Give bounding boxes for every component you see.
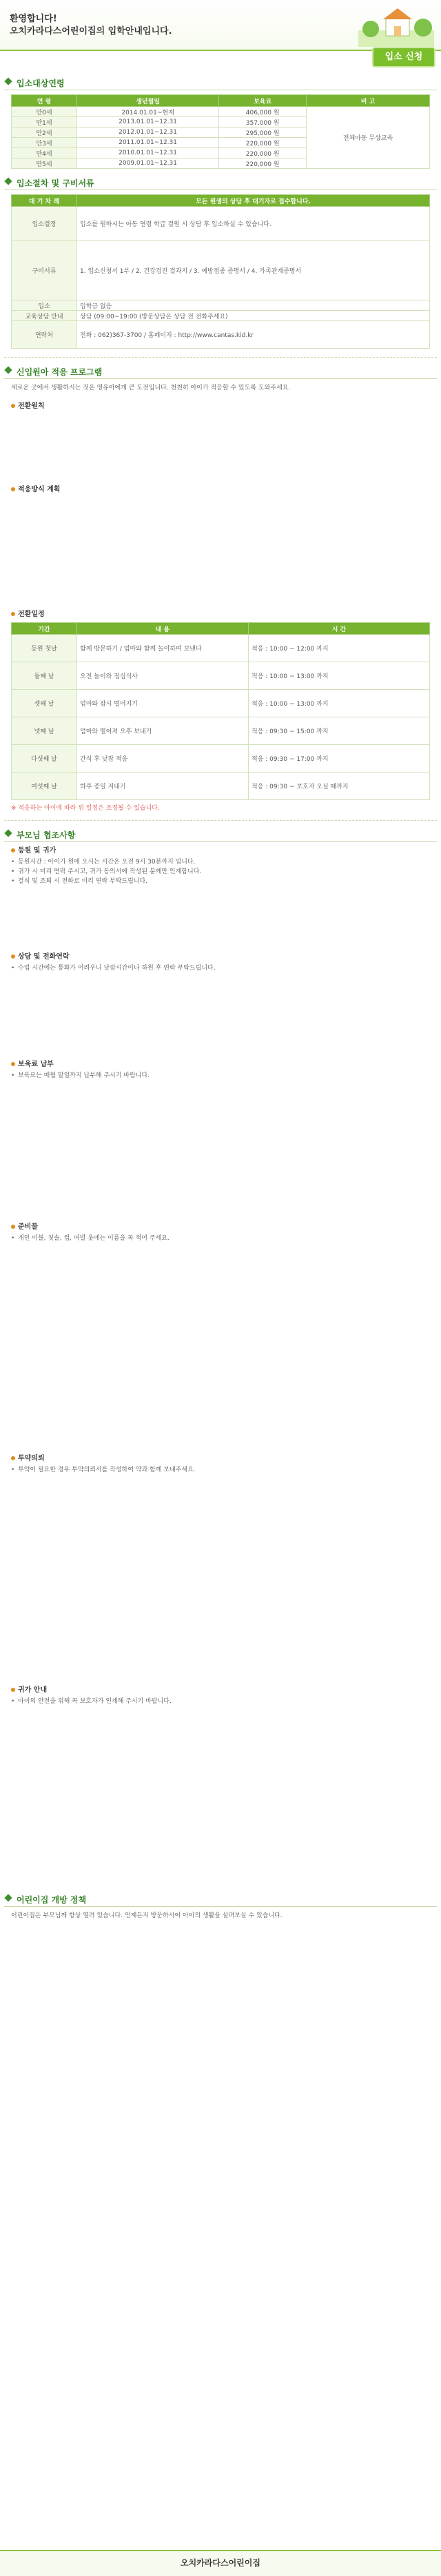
- table-row: 셋째 날 엄마와 잠시 떨어지기 적응 : 10:00 ~ 13:00 까지: [12, 690, 430, 717]
- bullet-icon: [11, 848, 15, 852]
- bullet-icon: [11, 954, 15, 959]
- table-row: 등원 첫날 함께 방문하기 / 엄마와 함께 놀이하며 보낸다 적응 : 10:00 ~ 12:00 까지: [12, 635, 430, 662]
- section-title-cooperation: 부모님 협조사항: [4, 828, 437, 842]
- table-row: 둘째 날 오전 놀이와 점심식사 적응 : 10:00 ~ 13:00 까지: [12, 662, 430, 690]
- plan-body: [11, 498, 430, 601]
- coop-subhead: 준비물: [11, 1223, 430, 1232]
- diamond-icon: [4, 829, 12, 837]
- subhead-plan: 적응방식 계획: [11, 483, 430, 493]
- open-policy-body: 어린이집은 부모님께 항상 열려 있습니다. 언제든지 방문하시어 아이의 생활을 살펴보실 수 있습니다.: [11, 1912, 283, 1919]
- table-row: 만3세 2011.01.01~12.31 220,000 원: [12, 138, 430, 148]
- coop-subhead: 등원 및 귀가: [11, 846, 430, 856]
- greeting-line-2: 오치카라다스어린이집의 입학안내입니다.: [10, 26, 172, 37]
- coop-subhead: 투약의뢰: [11, 1454, 430, 1464]
- table-row: 만0세 2014.01.01~현재 406,000 원 전체아동 무상교육: [12, 107, 430, 117]
- procedure-table: [11, 194, 430, 349]
- adaptation-intro: 새로운 곳에서 생활하시는 것은 영유아에게 큰 도전입니다. 천천히 아이가 적응할 수 있도록 도와주세요.: [11, 385, 291, 391]
- list-item: • 수업 시간에는 통화가 어려우니 낮잠시간이나 하원 후 연락 부탁드립니다.: [11, 963, 430, 973]
- table-header: 내 용: [77, 623, 249, 635]
- section-title-age: 입소대상연령: [4, 76, 437, 90]
- table-row: 만4세 2010.01.01~12.31 220,000 원: [12, 148, 430, 159]
- divider: [4, 820, 437, 821]
- footer: 오치카라다스어린이집: [0, 2550, 441, 2576]
- list-item: • 개인 이불, 칫솔, 컵, 여벌 옷에는 이름을 꼭 적어 주세요.: [11, 1234, 430, 1243]
- diamond-icon: [4, 177, 12, 185]
- table-row: 구비서류 1. 입소신청서 1부 / 2. 건강검진 결과지 / 3. 예방접종 증명서 / 4. 가족관계증명서: [12, 241, 430, 300]
- table-row: 여섯째 날 하루 종일 지내기 적응 : 09:30 ~ 보호자 오실 때까지: [12, 773, 430, 800]
- coop-subhead: 보육료 납부: [11, 1060, 430, 1070]
- table-row: 만1세 2013.01.01~12.31 357,000 원: [12, 117, 430, 127]
- bullet-icon: [11, 1456, 15, 1460]
- table-header: 비 고: [307, 95, 430, 107]
- bullet-icon: [11, 1062, 15, 1066]
- section-title-adaptation: 신입원아 적응 프로그램: [4, 365, 437, 379]
- schedule-note: ※ 적응하는 아이에 따라 위 일정은 조정될 수 있습니다.: [11, 805, 160, 812]
- table-row: 넷째 날 엄마와 떨어져 오후 보내기 적응 : 09:30 ~ 15:00 까지: [12, 717, 430, 745]
- list-item: • 귀가 시 미리 연락 주시고, 귀가 동의서에 작성된 분께만 인계합니다.: [11, 867, 430, 877]
- list-item: • 등원시간 : 아이가 원에 오시는 시간은 오전 9시 30분까지 입니다.: [11, 857, 430, 867]
- table-header: 연 령: [12, 95, 77, 107]
- table-row: 만2세 2012.01.01~12.31 295,000 원: [12, 127, 430, 138]
- diamond-icon: [4, 77, 12, 85]
- house-illustration: [358, 3, 434, 47]
- table-row: 다섯째 날 간식 후 낮잠 적응 적응 : 09:30 ~ 17:00 까지: [12, 745, 430, 773]
- coop-subhead: 상담 및 전화연락: [11, 952, 430, 962]
- table-header: 시 간: [249, 623, 430, 635]
- bullet-icon: [11, 1688, 15, 1692]
- table-row: 교육상담 안내 상담 (09:00~19:00 (방문상담은 상담 전 전화주세요): [12, 311, 430, 321]
- table-header: 기간: [12, 623, 77, 635]
- diamond-icon: [4, 366, 12, 374]
- bullet-icon: [11, 1225, 15, 1229]
- section-title-procedure: 입소절차 및 구비서류: [4, 176, 437, 190]
- principles-body: [11, 414, 430, 476]
- subhead-principles: 전환원칙: [11, 400, 430, 410]
- bullet-icon: [11, 612, 15, 616]
- list-item: • 투약이 필요한 경우 투약의뢰서를 작성하여 약과 함께 보내주세요.: [11, 1465, 430, 1475]
- apply-button[interactable]: 입소 신청: [372, 47, 435, 68]
- table-header: 보육료: [219, 95, 307, 107]
- greeting-line-1: 환영합니다!: [10, 14, 57, 24]
- subhead-schedule: 전환일정: [11, 608, 430, 618]
- top-banner: [0, 0, 441, 62]
- table-row: 입소 입학금 없음: [12, 300, 430, 311]
- cooperation-list: [11, 846, 430, 1885]
- diamond-icon: [4, 1894, 12, 1901]
- table-header: 모든 원생의 상담 후 대기자로 접수합니다.: [77, 195, 430, 207]
- section-title-open-policy: 어린이집 개방 정책: [4, 1892, 437, 1907]
- age-table: [11, 94, 430, 169]
- bullet-icon: [11, 404, 15, 408]
- table-row: 만5세 2009.01.01~12.31 220,000 원: [12, 159, 430, 169]
- table-header: 대 기 차 례: [12, 195, 77, 207]
- list-item: • 결석 및 조퇴 시 전화로 미리 연락 부탁드립니다.: [11, 877, 430, 886]
- schedule-table: [11, 622, 430, 800]
- bullet-icon: [11, 487, 15, 491]
- table-header: 생년월일: [77, 95, 219, 107]
- table-row: 입소결정 입소를 원하시는 아동 연령 학급 결원 시 상담 후 입소하실 수 있습니다.: [12, 207, 430, 241]
- list-item: • 보육료는 매월 말일까지 납부해 주시기 바랍니다.: [11, 1071, 430, 1081]
- list-item: • 아이의 안전을 위해 꼭 보호자가 인계해 주시기 바랍니다.: [11, 1697, 430, 1706]
- table-row: 연락처 전화 : 062)367-3700 / 홈페이지 : http://www.cantas.kid.kr: [12, 321, 430, 349]
- divider: [4, 357, 437, 358]
- coop-subhead: 귀가 안내: [11, 1686, 430, 1695]
